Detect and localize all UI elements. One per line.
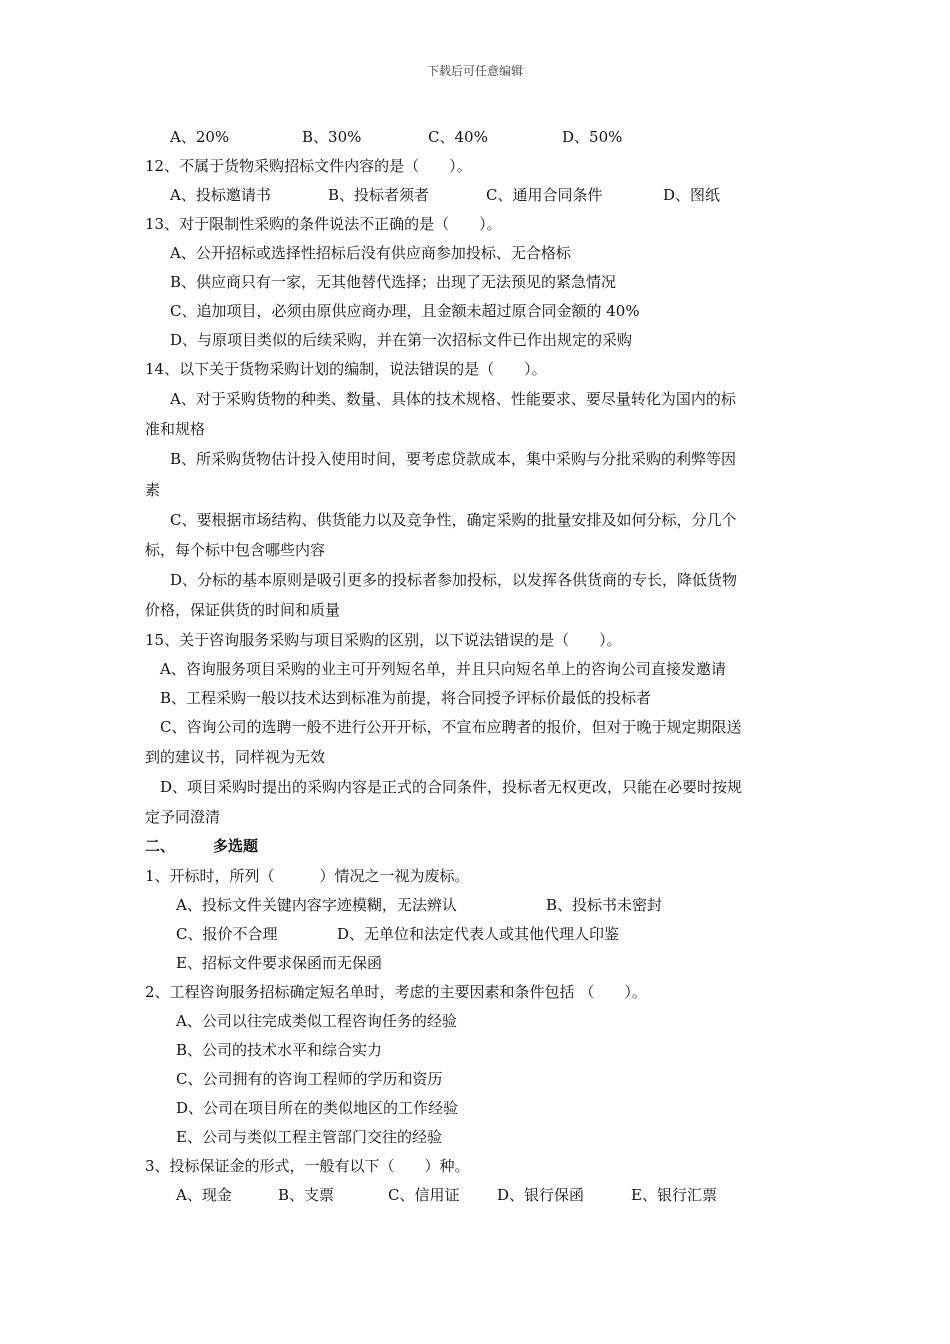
section-title: 多选题 bbox=[213, 837, 259, 855]
option-a: A、投标邀请书 bbox=[170, 186, 271, 204]
option-a: A、现金 bbox=[176, 1186, 232, 1204]
q14-option-a: A、对于采购货物的种类、数量、具体的技术规格、性能要求、要尽量转化为国内的标 bbox=[170, 390, 736, 408]
option-b: B、投标者须者 bbox=[328, 186, 430, 204]
option-d: D、图纸 bbox=[663, 186, 721, 204]
option-e: E、银行汇票 bbox=[631, 1186, 717, 1204]
option-b: B、投标书未密封 bbox=[546, 896, 663, 914]
option-b: B、30% bbox=[302, 128, 362, 146]
option-c: C、报价不合理 bbox=[176, 925, 278, 943]
option-c: C、通用合同条件 bbox=[486, 186, 603, 204]
m2-option-d: D、公司在项目所在的类似地区的工作经验 bbox=[176, 1099, 459, 1117]
q15-option-a: A、咨询服务项目采购的业主可开列短名单，并且只向短名单上的咨询公司直接发邀请 bbox=[160, 660, 726, 678]
page-header: 下载后可任意编辑 bbox=[426, 64, 523, 78]
q14-stem: 14、以下关于货物采购计划的编制，说法错误的是（ ）。 bbox=[145, 360, 547, 378]
option-d: D、无单位和法定代表人或其他代理人印鉴 bbox=[337, 925, 620, 943]
q15-option-d: D、项目采购时提出的采购内容是正式的合同条件，投标者无权更改，只能在必要时按规 bbox=[160, 778, 743, 796]
m2-option-a: A、公司以往完成类似工程咨询任务的经验 bbox=[176, 1012, 457, 1030]
q15-option-d-cont: 定予同澄清 bbox=[145, 808, 221, 826]
m1-options-cd bbox=[176, 924, 619, 944]
q13-option-d: D、与原项目类似的后续采购，并在第一次招标文件已作出规定的采购 bbox=[170, 331, 633, 349]
m3-options bbox=[176, 1185, 717, 1205]
option-a: A、投标文件关键内容字迹模糊，无法辨认 bbox=[176, 896, 457, 914]
q15-option-c-cont: 到的建议书，同样视为无效 bbox=[145, 748, 326, 766]
m1-option-e: E、招标文件要求保函而无保函 bbox=[176, 954, 382, 972]
option-d: D、银行保函 bbox=[497, 1186, 585, 1204]
q13-option-b: B、供应商只有一家，无其他替代选择；出现了无法预见的紧急情况 bbox=[170, 273, 617, 291]
q15-option-b: B、工程采购一般以技术达到标准为前提，将合同授予评标价最低的投标者 bbox=[160, 689, 652, 707]
q14-option-b-cont: 素 bbox=[145, 481, 161, 499]
m2-stem: 2、工程咨询服务招标确定短名单时，考虑的主要因素和条件包括 （ ）。 bbox=[145, 983, 647, 1001]
q14-option-c-cont: 标，每个标中包含哪些内容 bbox=[145, 541, 326, 559]
m2-option-b: B、公司的技术水平和综合实力 bbox=[176, 1041, 383, 1059]
section-number: 二、 bbox=[145, 837, 176, 855]
q15-option-c: C、咨询公司的选聘一般不进行公开开标，不宣布应聘者的报价，但对于晚于规定期限送 bbox=[160, 718, 742, 736]
q15-stem: 15、关于咨询服务采购与项目采购的区别，以下说法错误的是（ ）。 bbox=[145, 631, 622, 649]
m1-stem: 1、开标时，所列（ ）情况之一视为废标。 bbox=[145, 867, 470, 885]
q14-option-b: B、所采购货物估计投入使用时间，要考虑贷款成本，集中采购与分批采购的利弊等因 bbox=[170, 450, 737, 468]
option-c: C、40% bbox=[428, 128, 488, 146]
q12-stem: 12、不属于货物采购招标文件内容的是（ ）。 bbox=[145, 157, 472, 175]
m3-stem: 3、投标保证金的形式，一般有以下（ ）种。 bbox=[145, 1157, 470, 1175]
q14-option-c: C、要根据市场结构、供货能力以及竞争性，确定采购的批量安排及如何分标，分几个 bbox=[170, 511, 737, 529]
m1-options-ab bbox=[176, 895, 662, 915]
q13-option-a: A、公开招标或选择性招标后没有供应商参加投标、无合格标 bbox=[170, 244, 571, 262]
q14-option-d-cont: 价格，保证供货的时间和质量 bbox=[145, 601, 341, 619]
q13-stem: 13、对于限制性采购的条件说法不正确的是（ ）。 bbox=[145, 215, 502, 233]
section-heading bbox=[145, 836, 258, 856]
m2-option-c: C、公司拥有的咨询工程师的学历和资历 bbox=[176, 1070, 443, 1088]
q13-option-c: C、追加项目，必须由原供应商办理，且金额未超过原合同金额的 40% bbox=[170, 302, 640, 320]
q14-option-d: D、分标的基本原则是吸引更多的投标者参加投标，以发挥各供货商的专长，降低货物 bbox=[170, 571, 738, 589]
option-b: B、支票 bbox=[278, 1186, 335, 1204]
q11-options bbox=[170, 127, 622, 147]
q14-option-a-cont: 准和规格 bbox=[145, 420, 206, 438]
option-d: D、50% bbox=[562, 128, 623, 146]
m2-option-e: E、公司与类似工程主管部门交往的经验 bbox=[176, 1128, 442, 1146]
option-c: C、信用证 bbox=[388, 1186, 460, 1204]
option-a: A、20% bbox=[170, 128, 230, 146]
q12-options bbox=[170, 185, 720, 205]
